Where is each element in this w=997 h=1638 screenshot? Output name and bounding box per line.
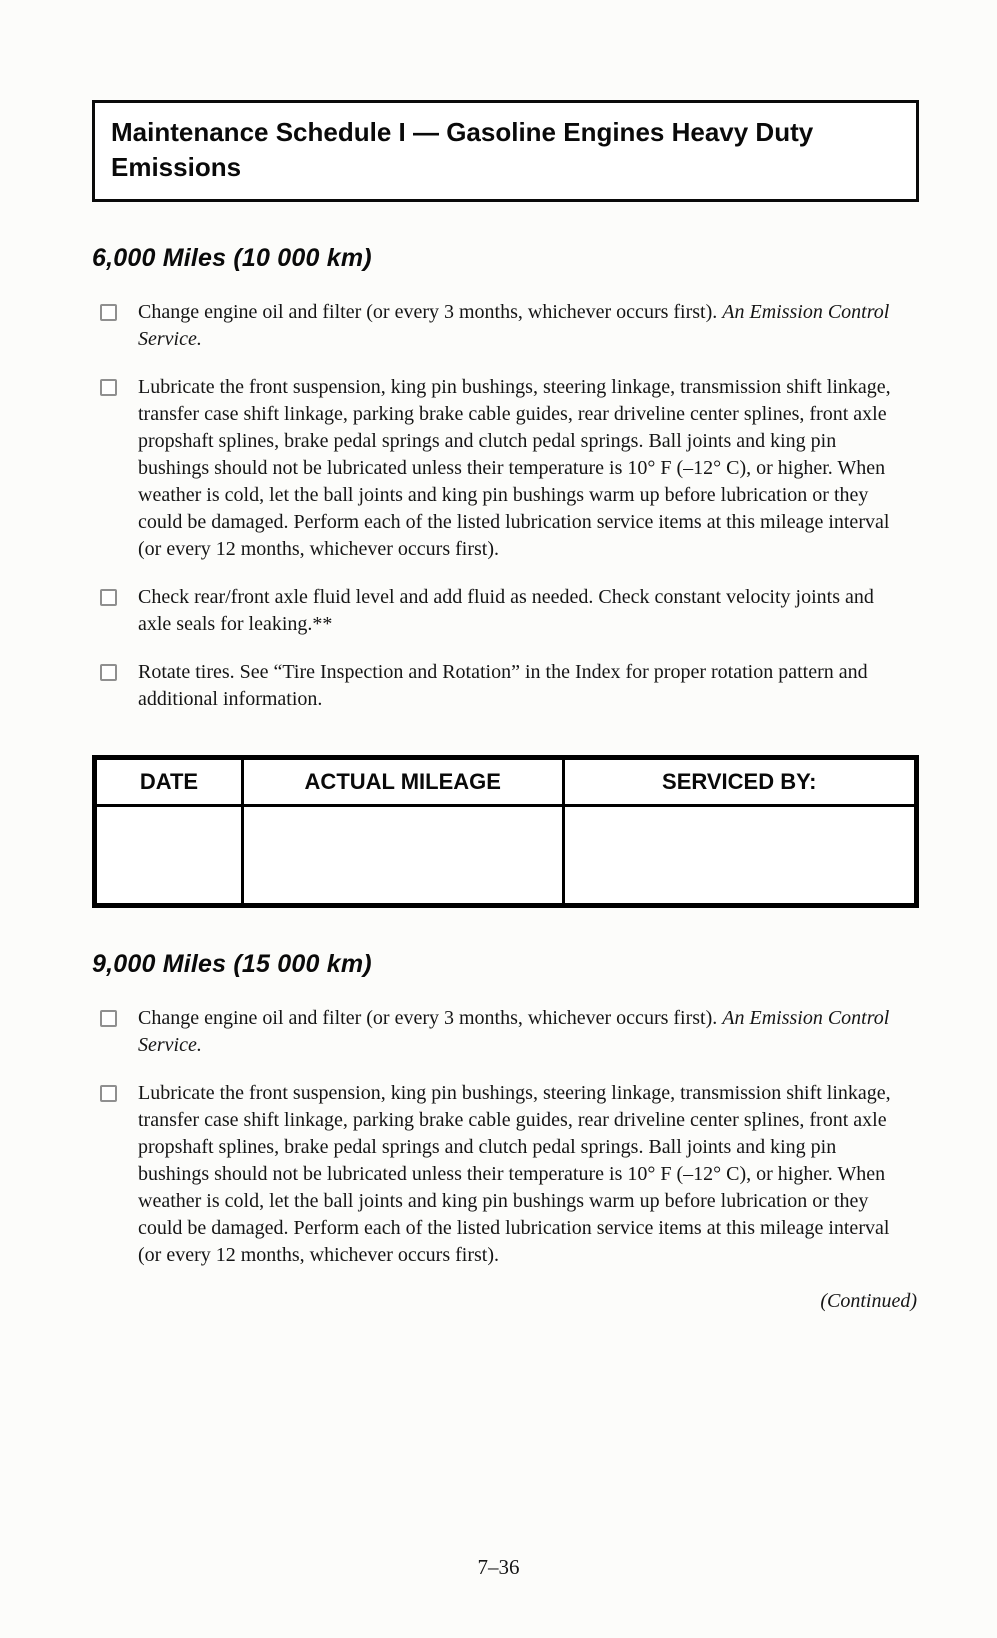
item-text: Lubricate the front suspension, king pin bushings, steering linkage, transmission shift linkage, transfer case shift linkage, parking brake cable guides, rear driveline center splines, front axle propshaft splines, brake pedal springs and clutch pedal springs. Ball joints and king pin bushings should not be lubricated unless their temperature is 10° F (–12° C), or higher. When weather is cold, let the ball joints and king pin bushings warm up before lubrication or they could be damaged. Perform each of the listed lubrication service items at this mileage interval (or every 12 months, whichever occurs first).	[138, 376, 891, 561]
table-cell	[242, 806, 563, 906]
checklist-item	[92, 299, 919, 353]
item-text: Rotate tires. See “Tire Inspection and Rotation” in the Index for proper rotation pattern and additional information.	[138, 661, 868, 711]
table-row	[95, 806, 917, 906]
checkbox-icon	[100, 379, 117, 396]
table-header-row	[95, 758, 917, 806]
sections	[92, 244, 919, 1269]
checklist-item	[92, 659, 919, 713]
table-cell	[563, 806, 916, 906]
item-text: Change engine oil and filter (or every 3 months, whichever occurs first). An Emission Control Service.	[138, 301, 890, 351]
checkbox-icon	[100, 304, 117, 321]
page-number: 7–36	[477, 1555, 520, 1579]
section-heading: 6,000 Miles (10 000 km)	[92, 244, 372, 273]
checklist-item	[92, 1005, 919, 1059]
item-text: Lubricate the front suspension, king pin bushings, steering linkage, transmission shift linkage, transfer case shift linkage, parking brake cable guides, rear driveline center splines, front axle propshaft splines, brake pedal springs and clutch pedal springs. Ball joints and king pin bushings should not be lubricated unless their temperature is 10° F (–12° C), or higher. When weather is cold, let the ball joints and king pin bushings warm up before lubrication or they could be damaged. Perform each of the listed lubrication service items at this mileage interval (or every 12 months, whichever occurs first).	[138, 1082, 891, 1267]
table-cell	[95, 806, 243, 906]
item-text: Change engine oil and filter (or every 3 months, whichever occurs first). An Emission Control Service.	[138, 1007, 890, 1057]
table-header-cell: DATE	[95, 758, 243, 806]
maintenance-table	[92, 755, 919, 908]
section-heading: 9,000 Miles (15 000 km)	[92, 950, 372, 979]
page-title-box	[92, 100, 919, 202]
page-title: Maintenance Schedule I — Gasoline Engines Heavy Duty Emissions	[111, 117, 814, 183]
checklist-item	[92, 1080, 919, 1269]
checklist-item	[92, 584, 919, 638]
checkbox-icon	[100, 1010, 117, 1027]
checkbox-icon	[100, 664, 117, 681]
item-text: Check rear/front axle fluid level and add fluid as needed. Check constant velocity joints and axle seals for leaking.**	[138, 586, 874, 636]
checkbox-icon	[100, 589, 117, 606]
table-header-cell: ACTUAL MILEAGE	[242, 758, 563, 806]
continued-label: (Continued)	[820, 1290, 917, 1313]
checkbox-icon	[100, 1085, 117, 1102]
table-header-cell: SERVICED BY:	[563, 758, 916, 806]
checklist-item	[92, 374, 919, 563]
